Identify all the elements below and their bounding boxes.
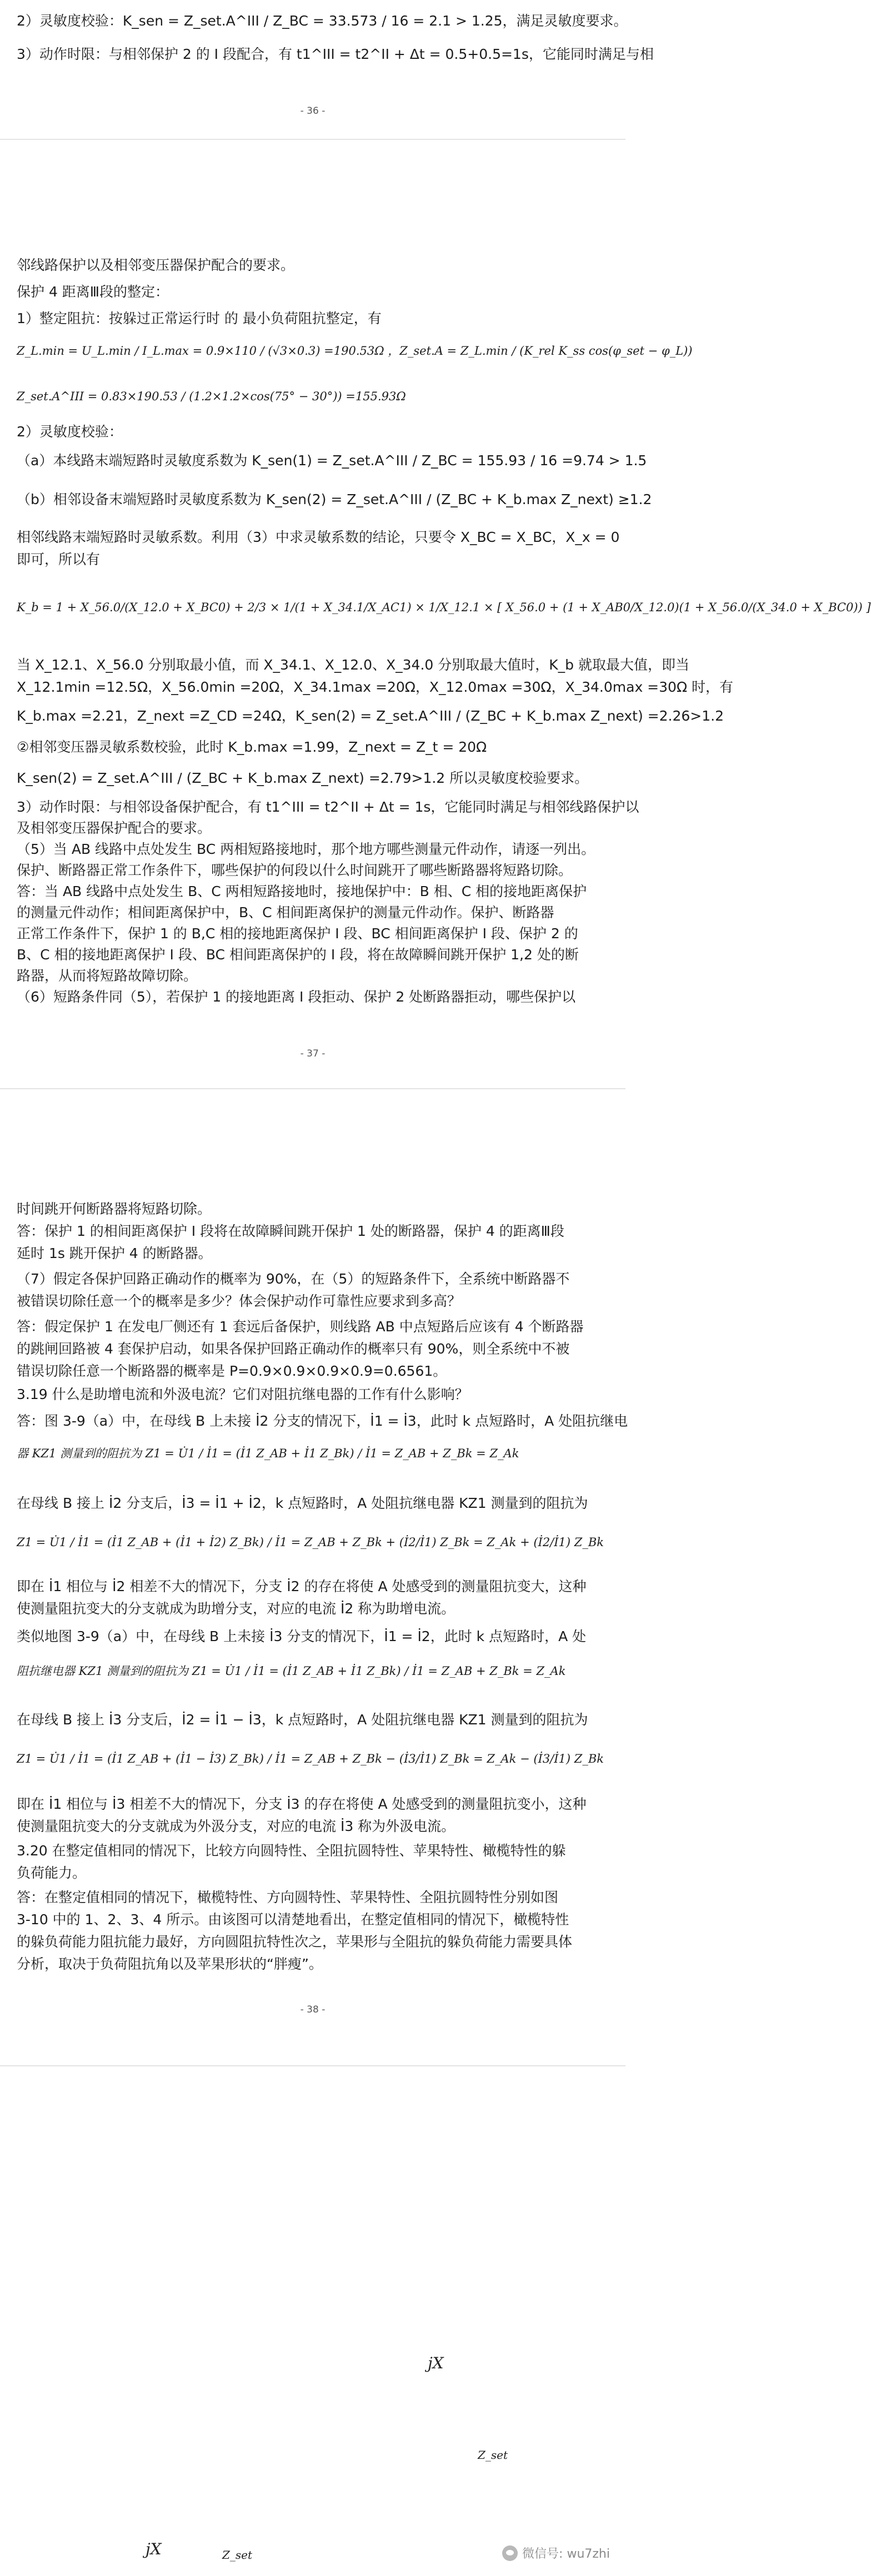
text-line: 3-10 中的 1、2、3、4 所示。由该图可以清楚地看出，在整定值相同的情况下，橄榄特性 (17, 1911, 569, 1928)
page-38 (0, 1199, 628, 2226)
equation: Z_set.A^III = 0.83×190.53 / (1.2×1.2×cos(75° − 30°)) =155.93Ω (17, 390, 406, 403)
text-line: 的躲负荷能力阻抗能力最好，方向圆阻抗特性次之，苹果形与全阻抗的躲负荷能力需要具体 (17, 1934, 573, 1950)
text-line: 邻线路保护以及相邻变压器保护配合的要求。 (17, 257, 295, 273)
text-line: 错误切除任意一个断路器的概率是 P=0.9×0.9×0.9×0.9=0.6561。 (17, 1363, 447, 1379)
text-line: 2）灵敏度校验：K_sen = Z_set.A^III / Z_BC = 33.573 / 16 = 2.1 > 1.25，满足灵敏度要求。 (17, 13, 628, 29)
text-line: K_sen(2) = Z_set.A^III / (Z_BC + K_b.max Z_next) =2.79>1.2 所以灵敏度校验要求。 (17, 770, 589, 786)
text-line: 保护、断路器正常工作条件下，哪些保护的何段以什么时间跳开了哪些断路器将短路切除。 (17, 862, 573, 878)
equation: 阻抗继电器 KZ1 测量到的阻抗为 Z1 = U̇1 / İ1 = (İ1 Z_AB + İ1 Z_Bk) / İ1 = Z_AB + Z_Bk = Z_Ak (17, 1664, 566, 1678)
watermark-label: 微信号: wu7zhi (522, 2547, 610, 2561)
text-line: 即可，所以有 (17, 551, 101, 567)
text-line: （a）本线路末端短路时灵敏度系数为 K_sen(1) = Z_set.A^III / Z_BC = 155.93 / 16 =9.74 > 1.5 (17, 452, 647, 469)
page-37 (0, 0, 871, 920)
text-line: 答：假定保护 1 在发电厂侧还有 1 套远后备保护，则线路 AB 中点短路后应该有 4 个断路器 (17, 1319, 584, 1335)
text-line: 路器，从而将短路故障切除。 (17, 968, 198, 984)
text-line: 即在 İ1 相位与 İ2 相差不大的情况下，分支 İ2 的存在将使 A 处感受到的测量阻抗变大，这种 (17, 1578, 587, 1594)
text-line: 3）动作时限：与相邻保护 2 的 I 段配合，有 t1^III = t2^II + Δt = 0.5+0.5=1s，它能同时满足与相 (17, 46, 654, 62)
page-divider (0, 2065, 625, 2066)
text-line: 保护 4 距离Ⅲ段的整定： (17, 284, 169, 300)
text-line: B、C 相的接地距离保护 I 段、BC 相间距离保护的 I 段，将在故障瞬间跳开保护 1,2 处的断 (17, 947, 579, 963)
text-line: 答：保护 1 的相间距离保护 I 段将在故障瞬间跳开保护 1 处的断路器，保护 4 的距离Ⅲ段 (17, 1223, 564, 1239)
text-line: 的测量元件动作；相间距离保护中，B、C 相间距离保护的测量元件动作。保护、断路器 (17, 904, 554, 920)
text-line: 即在 İ1 相位与 İ3 相差不大的情况下，分支 İ3 的存在将使 A 处感受到的测量阻抗变小，这种 (17, 1796, 587, 1812)
page-number: - 38 - (300, 2004, 326, 2015)
text-line: 3.20 在整定值相同的情况下，比较方向圆特性、全阻抗圆特性、苹果特性、橄榄特性的躲 (17, 1843, 566, 1859)
text-line: 的跳闸回路被 4 套保护启动，如果各保护回路正确动作的概率只有 90%，则全系统中不被 (17, 1341, 570, 1357)
equation: Z1 = U̇1 / İ1 = (İ1 Z_AB + (İ1 + İ2) Z_Bk) / İ1 = Z_AB + Z_Bk + (İ2/İ1) Z_Bk = Z_Ak + (İ2/İ1) Z_Bk (17, 1536, 604, 1549)
text-line: 答：图 3-9（a）中，在母线 B 上未接 İ2 分支的情况下，İ1 = İ3，此时 k 点短路时，A 处阻抗继电 (17, 1413, 628, 1429)
text-line: 答：在整定值相同的情况下，橄榄特性、方向圆特性、苹果特性、全阻抗圆特性分别如图 (17, 1889, 559, 1905)
text-line: 在母线 B 接上 İ2 分支后，İ3 = İ1 + İ2，k 点短路时，A 处阻抗继电器 KZ1 测量到的阻抗为 (17, 1495, 588, 1511)
text-line: 相邻线路末端短路时灵敏系数。利用（3）中求灵敏系数的结论，只要令 X_BC = X_BC，X_x = 0 (17, 529, 620, 545)
wechat-icon (502, 2545, 518, 2561)
text-line: 被错误切除任意一个的概率是多少？体会保护动作可靠性应要求到多高？ (17, 1293, 462, 1309)
text-line: （7）假定各保护回路正确动作的概率为 90%，在（5）的短路条件下，全系统中断路器不 (17, 1271, 570, 1287)
text-line: 延时 1s 跳开保护 4 的断路器。 (17, 1245, 212, 1261)
equation: K_b = 1 + X_56.0/(X_12.0 + X_BC0) + 2/3 × 1/(1 + X_34.1/X_AC1) × 1/X_12.1 × [ X_56.0 + (1 + X_AB0/X_12.0)(1 + X_56.0/(X_34.0 + X_BC0)) ] (17, 601, 871, 614)
axis-label-jx: jX (146, 2540, 162, 2558)
text-line: （b）相邻设备末端短路时灵敏度系数为 K_sen(2) = Z_set.A^III / (Z_BC + K_b.max Z_next) ≥1.2 (17, 491, 652, 507)
page-number: - 37 - (300, 1048, 326, 1059)
equation: 器 KZ1 测量到的阻抗为 Z1 = U̇1 / İ1 = (İ1 Z_AB + İ1 Z_Bk) / İ1 = Z_AB + Z_Bk = Z_Ak (17, 1447, 519, 1460)
text-line: （5）当 AB 线路中点处发生 BC 两相短路接地时，那个地方哪些测量元件动作，请逐一列出。 (17, 841, 595, 857)
text-line: 及相邻变压器保护配合的要求。 (17, 820, 212, 836)
text-line: 正常工作条件下，保护 1 的 B,C 相的接地距离保护 I 段、BC 相间距离保护 I 段、保护 2 的 (17, 925, 578, 942)
text-line: 时间跳开何断路器将短路切除。 (17, 1201, 212, 1217)
text-line: K_b.max =2.21，Z_next =Z_CD =24Ω，K_sen(2) = Z_set.A^III / (Z_BC + K_b.max Z_next) =2.26>1.2 (17, 708, 724, 724)
text-line: 1）整定阻抗：按躲过正常运行时 的 最小负荷阻抗整定，有 (17, 310, 382, 326)
text-line: （6）短路条件同（5），若保护 1 的接地距离 I 段拒动、保护 2 处断路器拒动，哪些保护以 (17, 989, 576, 1005)
text-line: 答：当 AB 线路中点处发生 B、C 两相短路接地时，接地保护中：B 相、C 相的接地距离保护 (17, 883, 587, 899)
text-line: 2）灵敏度校验： (17, 424, 123, 440)
text-line: ②相邻变压器灵敏系数校验，此时 K_b.max =1.99，Z_next = Z_t = 20Ω (17, 739, 487, 755)
page-number: - 36 - (300, 105, 326, 117)
text-line: 分析，取决于负荷阻抗角以及苹果形状的“胖瘦”。 (17, 1956, 323, 1972)
text-line: 当 X_12.1、X_56.0 分别取最小值，而 X_34.1、X_12.0、X_34.0 分别取最大值时，K_b 就取最大值，即当 (17, 657, 689, 673)
text-line: 在母线 B 接上 İ3 分支后，İ2 = İ1 − İ3，k 点短路时，A 处阻抗继电器 KZ1 测量到的阻抗为 (17, 1712, 588, 1728)
axis-label-jx: jX (428, 2354, 444, 2372)
text-line: 3.19 什么是助增电流和外汲电流？它们对阻抗继电器的工作有什么影响？ (17, 1386, 469, 1402)
equation: Z1 = U̇1 / İ1 = (İ1 Z_AB + (İ1 − İ3) Z_Bk) / İ1 = Z_AB + Z_Bk − (İ3/İ1) Z_Bk = Z_Ak − (İ3/İ1) Z_Bk (17, 1752, 604, 1765)
text-line: 负荷能力。 (17, 1865, 87, 1881)
text-line: 类似地图 3-9（a）中，在母线 B 上未接 İ3 分支的情况下，İ1 = İ2，此时 k 点短路时，A 处 (17, 1628, 587, 1644)
text-line: 3）动作时限：与相邻设备保护配合，有 t1^III = t2^II + Δt = 1s，它能同时满足与相邻线路保护以 (17, 799, 639, 815)
axis-label-zset: Z_set (478, 2448, 508, 2462)
axis-label-zset: Z_set (222, 2548, 253, 2562)
text-line: 使测量阻抗变大的分支就成为外汲分支，对应的电流 İ3 称为外汲电流。 (17, 1818, 455, 1834)
equation: Z_L.min = U_L.min / I_L.max = 0.9×110 / (√3×0.3) =190.53Ω ，Z_set.A = Z_L.min / (K_rel K_ss cos(φ_set − φ_L)) (17, 344, 693, 358)
page-37-cont (0, 922, 625, 1088)
page-divider (0, 1088, 625, 1089)
text-line: X_12.1min =12.5Ω，X_56.0min =20Ω，X_34.1max =20Ω，X_12.0max =30Ω，X_34.0max =30Ω 时，有 (17, 679, 733, 695)
text-line: 使测量阻抗变大的分支就成为助增分支，对应的电流 İ2 称为助增电流。 (17, 1601, 455, 1617)
watermark (502, 2544, 610, 2562)
